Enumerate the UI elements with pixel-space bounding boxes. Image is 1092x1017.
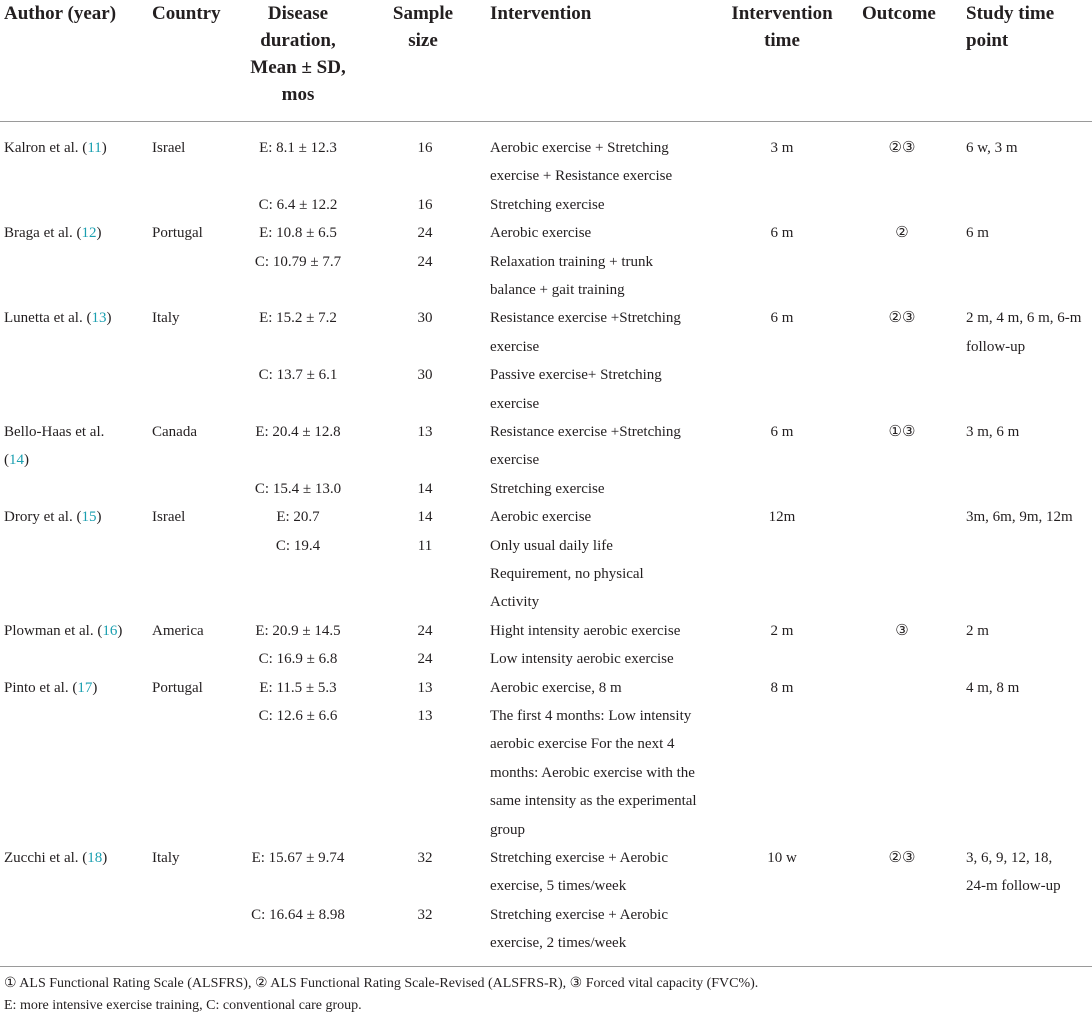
header-author: Author (year) [4,3,117,24]
author-paren-close: ) [117,622,123,639]
author-name: Plowman et al. ( [4,622,103,639]
author-paren-close: ) [24,452,29,469]
intervention-cell: Stretching exercise [490,480,605,497]
disease-duration-cell: E: 15.2 ± 7.2 [259,310,337,327]
study-time-cell: 6 w, 3 m [966,140,1018,156]
intervention-time-cell: 10 w [767,850,797,866]
study-time-cell: 3 m, 6 m [966,424,1020,440]
intervention-cell: same intensity as the experimental [490,793,697,810]
sample-size-cell: 32 [417,906,433,923]
intervention-cell: Aerobic exercise [490,225,592,242]
intervention-time-cell: 6 m [770,310,794,327]
author-paren-close: ) [102,850,108,866]
header-duration [238,0,358,108]
intervention-cell: Stretching exercise [490,196,605,213]
author-cell [4,304,111,332]
author-paren-close: ) [92,679,98,696]
outcome-cell: ② [895,225,909,242]
sample-size-cell: 30 [417,310,433,327]
author-cell [4,617,122,645]
author-name: Drory et al. ( [4,509,82,526]
header-rule [0,121,1092,122]
sample-size-cell: 13 [417,679,433,696]
study-time-cell: follow-up [966,338,1026,355]
intervention-time-cell: 2 m [770,622,794,639]
intervention-cell: balance + gait training [490,282,625,298]
intervention-time-cell: 6 m [770,225,794,242]
disease-duration-cell: E: 8.1 ± 12.3 [259,140,337,156]
intervention-cell: aerobic exercise For the next 4 [490,736,675,753]
sample-size-cell: 30 [417,367,433,384]
reference-link[interactable]: 11 [87,140,102,156]
intervention-cell: Stretching exercise + Aerobic [490,850,668,866]
author-paren-close: ) [101,140,107,156]
intervention-cell: Aerobic exercise, 8 m [490,679,622,696]
intervention-cell: exercise + Resistance exercise [490,168,673,185]
outcome-cell: ①③ [888,424,916,440]
author-name: Zucchi et al. ( [4,850,88,866]
country-cell: Italy [152,850,180,866]
country-cell: Italy [152,310,180,327]
disease-duration-cell: E: 20.9 ± 14.5 [255,622,341,639]
intervention-cell: Activity [490,594,540,611]
intervention-cell: Only usual daily life [490,537,613,554]
sample-size-cell: 13 [417,424,433,440]
header-duration-line4: mos [281,84,315,105]
author-citation-line [4,446,104,474]
intervention-cell: Stretching exercise + Aerobic [490,906,668,923]
disease-duration-cell: E: 20.4 ± 12.8 [255,424,341,440]
author-cell [4,503,101,531]
study-time-cell: 3m, 6m, 9m, 12m [966,509,1073,526]
header-duration-line1: Disease [267,3,329,24]
sample-size-cell: 14 [417,480,433,497]
reference-link[interactable]: 15 [81,509,97,526]
intervention-cell: exercise [490,338,540,355]
sample-size-cell: 16 [417,196,433,213]
header-sample-line2: size [408,30,438,51]
author-paren-close: ) [96,225,102,242]
intervention-cell: Aerobic exercise + Stretching [490,140,669,156]
header-country: Country [152,3,221,24]
intervention-cell: Hight intensity aerobic exercise [490,622,681,639]
header-study-time [966,0,1054,54]
intervention-cell: exercise [490,395,540,412]
header-duration-line3: Mean ± SD, [250,57,346,78]
author-cell [4,418,104,475]
intervention-cell: Resistance exercise +Stretching [490,424,681,440]
country-cell: Israel [152,140,186,156]
intervention-time-cell: 12m [768,509,796,526]
sample-size-cell: 14 [417,509,433,526]
author-paren-open: ( [4,452,9,469]
study-time-cell: 2 m [966,622,989,639]
study-time-cell: 2 m, 4 m, 6 m, 6-m [966,310,1082,327]
header-intervention: Intervention [490,3,592,24]
header-study-line1: Study time [966,3,1055,24]
country-cell: Portugal [152,225,203,242]
disease-duration-cell: C: 12.6 ± 6.6 [258,708,338,724]
reference-link[interactable]: 14 [9,452,24,469]
country-cell: Canada [152,424,197,440]
disease-duration-cell: E: 15.67 ± 9.74 [251,850,345,866]
author-paren-close: ) [106,310,112,327]
reference-link[interactable]: 18 [87,850,103,866]
sample-size-cell: 24 [417,225,433,242]
study-time-cell: 6 m [966,225,989,242]
study-time-cell: 24-m follow-up [966,878,1061,895]
author-cell [4,844,107,872]
disease-duration-cell: E: 20.7 [276,509,320,526]
disease-duration-cell: C: 16.9 ± 6.8 [258,651,338,668]
country-cell: Portugal [152,679,203,696]
intervention-cell: exercise, 2 times/week [490,935,627,952]
intervention-cell: Resistance exercise +Stretching [490,310,681,327]
outcome-cell: ③ [895,622,909,639]
reference-link[interactable]: 13 [91,310,107,327]
header-time-line2: time [764,30,800,51]
disease-duration-cell: C: 13.7 ± 6.1 [258,367,338,384]
intervention-time-cell: 3 m [770,140,794,156]
reference-link[interactable]: 16 [102,622,118,639]
header-time [720,0,844,54]
disease-duration-cell: E: 11.5 ± 5.3 [259,679,337,696]
sample-size-cell: 11 [417,537,433,554]
disease-duration-cell: C: 15.4 ± 13.0 [254,480,342,497]
author-cell [4,219,101,247]
footnote-groups: E: more intensive exercise training, C: conventional care group. [4,998,362,1013]
author-name: Bello-Haas et al. [4,424,105,440]
intervention-cell: Relaxation training + trunk [490,253,654,270]
intervention-time-cell: 6 m [770,424,794,440]
intervention-cell: Requirement, no physical [490,566,644,582]
sample-size-cell: 13 [417,708,433,724]
footnote-outcomes: ① ALS Functional Rating Scale (ALSFRS), ② ALS Functional Rating Scale-Revised (ALSFRS-R), ③ Forced vital capacity (FVC%). [4,976,759,991]
header-time-line1: Intervention [731,3,833,24]
author-paren-close: ) [96,509,102,526]
disease-duration-cell: C: 19.4 [275,537,321,554]
header-sample-line1: Sample [392,3,454,24]
header-outcome: Outcome [862,3,936,24]
outcome-cell: ②③ [888,140,916,156]
study-time-cell: 4 m, 8 m [966,679,1020,696]
disease-duration-cell: C: 6.4 ± 12.2 [258,196,338,213]
disease-duration-cell: C: 10.79 ± 7.7 [254,253,342,270]
intervention-cell: months: Aerobic exercise with the [490,764,695,781]
country-cell: Israel [152,509,186,526]
country-cell: America [152,622,204,639]
author-name: Braga et al. ( [4,225,82,242]
header-study-line2: point [966,30,1009,51]
author-name: Lunetta et al. ( [4,310,92,327]
header-duration-line2: duration, [260,30,336,51]
sample-size-cell: 24 [417,622,433,639]
author-cell [4,674,97,702]
header-sample [378,0,468,54]
sample-size-cell: 16 [417,140,433,156]
intervention-cell: exercise, 5 times/week [490,878,627,895]
outcome-cell: ②③ [888,310,916,327]
disease-duration-cell: C: 16.64 ± 8.98 [251,906,345,923]
sample-size-cell: 32 [417,850,433,866]
sample-size-cell: 24 [417,651,433,668]
author-name: Pinto et al. ( [4,679,78,696]
sample-size-cell: 24 [417,253,433,270]
study-time-cell: 3, 6, 9, 12, 18, [966,850,1053,866]
intervention-cell: group [490,821,525,838]
intervention-cell: Low intensity aerobic exercise [490,651,674,668]
reference-link[interactable]: 12 [81,225,97,242]
intervention-cell: Passive exercise+ Stretching [490,367,662,384]
footer-rule [0,966,1092,967]
author-name: Kalron et al. ( [4,140,88,156]
reference-link[interactable]: 17 [77,679,93,696]
intervention-time-cell: 8 m [770,679,794,696]
intervention-cell: The first 4 months: Low intensity [490,708,692,724]
disease-duration-cell: E: 10.8 ± 6.5 [259,225,337,242]
author-cell [4,134,107,162]
intervention-cell: Aerobic exercise [490,509,592,526]
intervention-cell: exercise [490,452,540,469]
outcome-cell: ②③ [888,850,916,866]
